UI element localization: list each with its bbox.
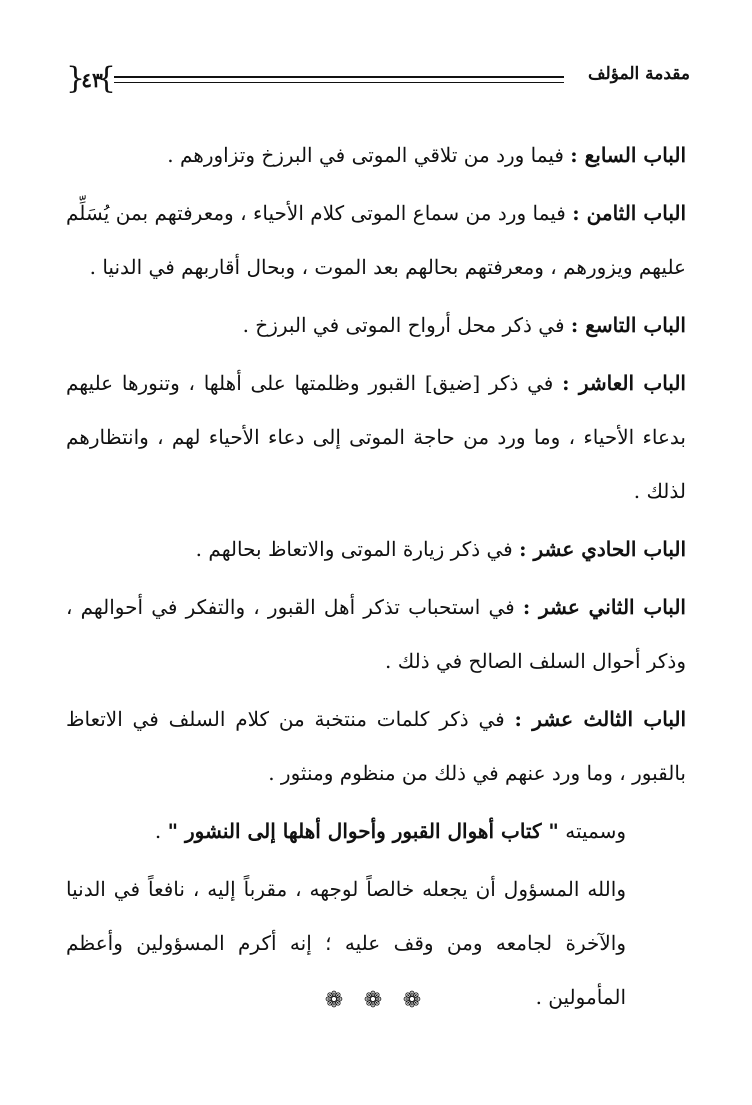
book-naming (66, 804, 686, 858)
chapter-description: في ذكر زيارة الموتى والاتعاظ بحالهم . (195, 537, 520, 561)
naming-prefix: وسميته (558, 819, 626, 843)
chapter-description: في ذكر [ضيق] القبور وظلمتها على أهلها ، وتنورها عليهم بدعاء الأحياء ، وما ورد من حاجة الموتى إلى دعاء الأحياء لهم ، وانتظارهم لذلك . (66, 371, 686, 503)
page-number-box (68, 60, 114, 100)
chapter-description: في استحباب تذكر أهل القبور ، والتفكر في أحوالهم ، وذكر أحوال السلف الصالح في ذلك . (66, 595, 686, 673)
page-number: ٤٣ (81, 68, 103, 92)
chapter-entry (66, 692, 686, 800)
chapter-label: الباب الثامن : (572, 201, 686, 225)
chapter-label: الباب الثاني عشر : (522, 595, 686, 619)
chapter-entry (66, 580, 686, 688)
flower-ornament-icon: ❁ (324, 988, 350, 1013)
chapter-label: الباب السابع : (570, 143, 686, 167)
running-title: مقدمة المؤلف (587, 64, 690, 84)
header-rule (114, 76, 564, 78)
chapter-label: الباب التاسع : (570, 313, 686, 337)
left-bracket-icon: { (66, 61, 86, 96)
chapter-entry (66, 186, 686, 294)
page-header (68, 60, 690, 104)
book-title: " كتاب أهوال القبور وأحوال أهلها إلى النشور " (167, 819, 559, 843)
chapter-entry (66, 356, 686, 518)
right-bracket-icon: } (96, 61, 116, 96)
chapter-description: في ذكر محل أرواح الموتى في البرزخ . (242, 313, 571, 337)
chapter-label: الباب الثالث عشر : (514, 707, 687, 731)
closing-prayer: والله المسؤول أن يجعله خالصاً لوجهه ، مقرباً إليه ، نافعاً في الدنيا والآخرة لجامعه ومن وقف عليه ؛ إنه أكرم المسؤولين وأعظم المأمولين . (66, 877, 626, 1009)
chapter-label: الباب الحادي عشر : (519, 537, 686, 561)
chapter-entry (66, 522, 686, 576)
header-rule-thin (114, 82, 564, 83)
chapter-entry (66, 128, 686, 182)
chapter-description: في ذكر كلمات منتخبة من كلام السلف في الاتعاظ بالقبور ، وما ورد عنهم في ذلك من منظوم ومنثور . (66, 707, 686, 785)
ornament-row (0, 988, 752, 1013)
chapter-entry (66, 298, 686, 352)
naming-suffix: . (154, 819, 168, 843)
main-text (66, 128, 686, 1028)
flower-ornament-icon: ❁ (402, 988, 428, 1013)
chapter-label: الباب العاشر : (562, 371, 686, 395)
flower-ornament-icon: ❁ (363, 988, 389, 1013)
chapter-description: فيما ورد من تلاقي الموتى في البرزخ وتزاورهم . (167, 143, 571, 167)
chapter-description: فيما ورد من سماع الموتى كلام الأحياء ، ومعرفتهم بمن يُسَلِّم عليهم ويزورهم ، ومعرفتهم بحالهم بعد الموت ، وبحال أقاربهم في الدنيا . (66, 201, 686, 279)
